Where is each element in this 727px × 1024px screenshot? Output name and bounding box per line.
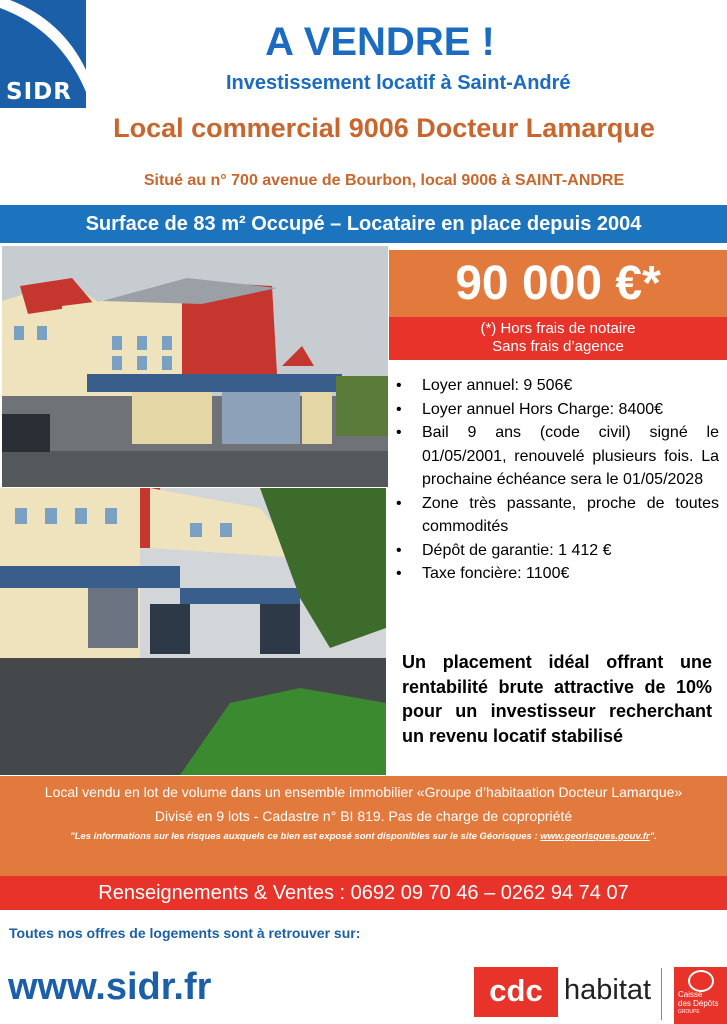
website-link[interactable]: www.sidr.fr (8, 966, 212, 1008)
info-line-1: Local vendu en lot de volume dans un ensemble immobilier «Groupe d’habitaation Docteur Lamarque» (44, 784, 683, 800)
feature-item: • Taxe foncière: 1100€ (395, 562, 719, 586)
price-note (389, 317, 727, 360)
price: 90 000 €* (389, 250, 727, 317)
info-line-3 (0, 831, 727, 842)
surface-banner: Surface de 83 m² Occupé – Locataire en place depuis 2004 (0, 205, 727, 243)
features-list (395, 374, 719, 586)
building-photo-street (0, 488, 386, 775)
investment-pitch: Un placement idéal offrant une rentabilité brute attractive de 10% pour un investisseur recherchant un revenu locatif stabilisé (402, 652, 712, 746)
georisques-link[interactable]: www.georisques.gouv.fr (540, 831, 650, 842)
risk-text-end: ". (649, 831, 657, 842)
caisse-des-depots-logo (674, 967, 727, 1024)
feature-item: • Zone très passante, proche de toutes commodités (395, 492, 719, 539)
legal-info-box (0, 776, 727, 876)
price-note-line1: (*) Hors frais de notaire (480, 320, 636, 337)
feature-item: • Loyer annuel Hors Charge: 8400€ (395, 398, 719, 422)
emblem-icon (688, 970, 714, 992)
sidr-logo-text: SIDR (6, 79, 72, 105)
cdd-line-1: Caisse (678, 990, 703, 999)
cdd-line-2: des Dépôts (678, 998, 719, 1008)
property-headline: Local commercial 9006 Docteur Lamarque (113, 113, 655, 143)
page-subtitle: Investissement locatif à Saint-André (226, 72, 571, 94)
building-photo-front (2, 246, 388, 487)
risk-text: "Les informations sur les risques auxquels ce bien est exposé sont disponibles sur le site Géorisques : (70, 831, 541, 842)
cdd-line-3: GROUPE (678, 1009, 700, 1015)
page-title: A VENDRE ! (265, 20, 495, 64)
price-note-line2: Sans frais d’agence (492, 338, 624, 355)
logo-divider (661, 968, 662, 1020)
cdc-logo: cdc (474, 967, 558, 1017)
feature-item: • Dépôt de garantie: 1 412 € (395, 539, 719, 563)
feature-item: • Loyer annuel: 9 506€ (395, 374, 719, 398)
offers-text: Toutes nos offres de logements sont à retrouver sur: (9, 925, 361, 941)
feature-item: • Bail 9 ans (code civil) signé le 01/05/2001, renouvelé plusieurs fois. La prochaine échéance sera le 01/05/2028 (395, 421, 719, 492)
contact-banner: Renseignements & Ventes : 0692 09 70 46 – 0262 94 74 07 (0, 876, 727, 910)
info-line-2: Divisé en 9 lots - Cadastre n° BI 819. Pas de charge de copropriété (154, 808, 573, 824)
cdc-habitat-text: habitat (564, 974, 652, 1006)
property-address: Situé au n° 700 avenue de Bourbon, local 9006 à SAINT-ANDRE (143, 172, 625, 189)
